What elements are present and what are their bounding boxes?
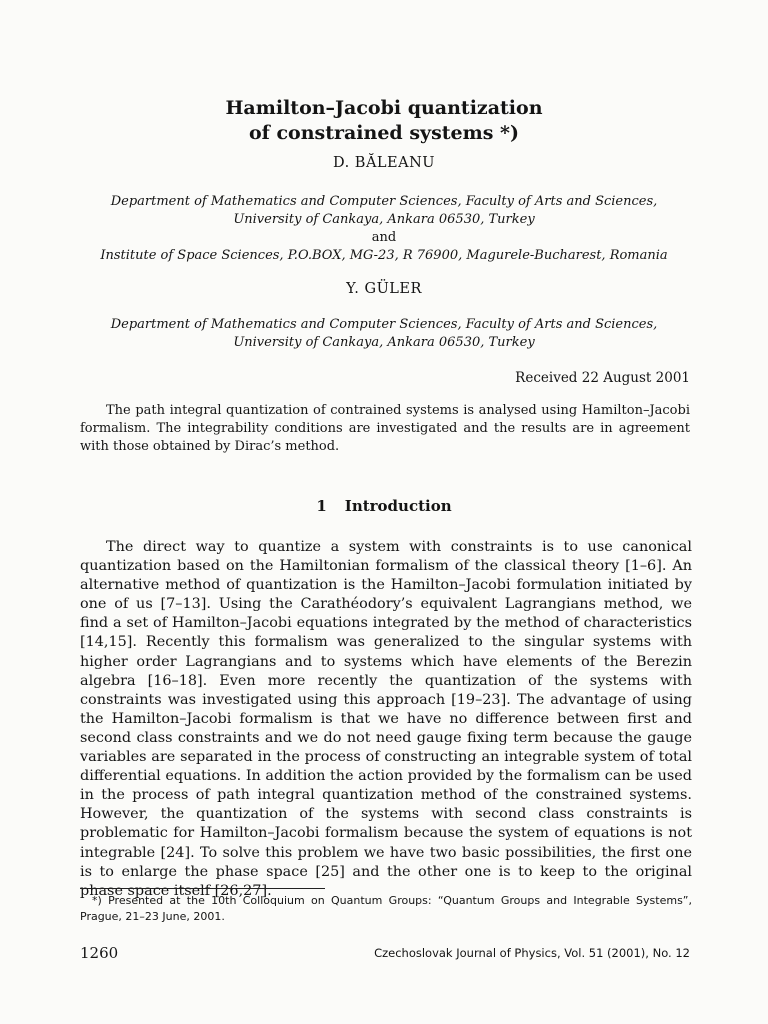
footnote: *) Presented at the 10th Colloquium on Quantum Groups: “Quantum Groups and Integrable Systems”, Prague, 21–23 June, 2001. — [80, 894, 692, 923]
section-heading — [0, 497, 768, 515]
title-line-2: of constrained systems *) — [249, 122, 519, 144]
affiliation-2 — [80, 316, 688, 352]
affiliation-1-line-2: University of Cankaya, Ankara 06530, Turkey — [233, 212, 535, 227]
author-1: D. BĂLEANU — [332, 155, 436, 171]
paper-title — [0, 96, 768, 146]
journal-info: Czechoslovak Journal of Physics, Vol. 51 (2001), No. 12 — [374, 946, 690, 960]
affiliation-1 — [80, 193, 688, 265]
footnote-divider — [80, 888, 325, 889]
page-number: 1260 — [80, 944, 119, 962]
affiliation-and: and — [371, 230, 397, 245]
author-2: Y. GÜLER — [346, 281, 422, 297]
affiliation-1-line-1: Department of Mathematics and Computer Sciences, Faculty of Arts and Sciences, — [110, 194, 658, 209]
received-date: Received 22 August 2001 — [515, 370, 690, 386]
affiliation-2-line-2: University of Cankaya, Ankara 06530, Turkey — [233, 335, 535, 350]
section-title: Introduction — [344, 497, 452, 515]
title-line-1: Hamilton–Jacobi quantization — [225, 97, 543, 119]
intro-paragraph: The direct way to quantize a system with constraints is to use canonical quantization based on the Hamiltonian formalism of the classical theory [1–6]. An alternative method of quantization is the Hamilton–Jacobi formulation initiated by one of us [7–13]. Using the Carathéodory’s equivalent Lagrangians method, we find a set of Hamilton–Jacobi equations integrated by the method of characteristics [14,15]. Recently this formalism was generalized to the singular systems with higher order Lagrangians and to systems which have elements of the Berezin algebra [16–18]. Even more recently the quantization of the systems with constraints was investigated using this approach [19–23]. The advantage of using the Hamilton–Jacobi formalism is that we have no difference between first and second class constraints and we do not need gauge fixing term because the gauge variables are separated in the process of constructing an integrable system of total differential equations. In addition the action provided by the formalism can be used in the process of path integral quantization method of the constrained systems. However, the quantization of the systems with second class constraints is problematic for Hamilton–Jacobi formalism because the system of equations is not integrable [24]. To solve this problem we have two basic possibilities, the first one is to enlarge the phase space [25] and the other one is to keep to the original phase space itself [26,27]. — [80, 539, 692, 899]
affiliation-1-line-3: Institute of Space Sciences, P.O.BOX, MG-23, R 76900, Magurele-Bucharest, Romania — [100, 248, 668, 263]
affiliation-2-line-1: Department of Mathematics and Computer Sciences, Faculty of Arts and Sciences, — [110, 317, 658, 332]
abstract: The path integral quantization of contrained systems is analysed using Hamilton–Jacobi formalism. The integrability conditions are investigated and the results are in agreement with those obtained by Dirac’s method. — [80, 403, 690, 454]
section-number: 1 — [316, 497, 327, 515]
